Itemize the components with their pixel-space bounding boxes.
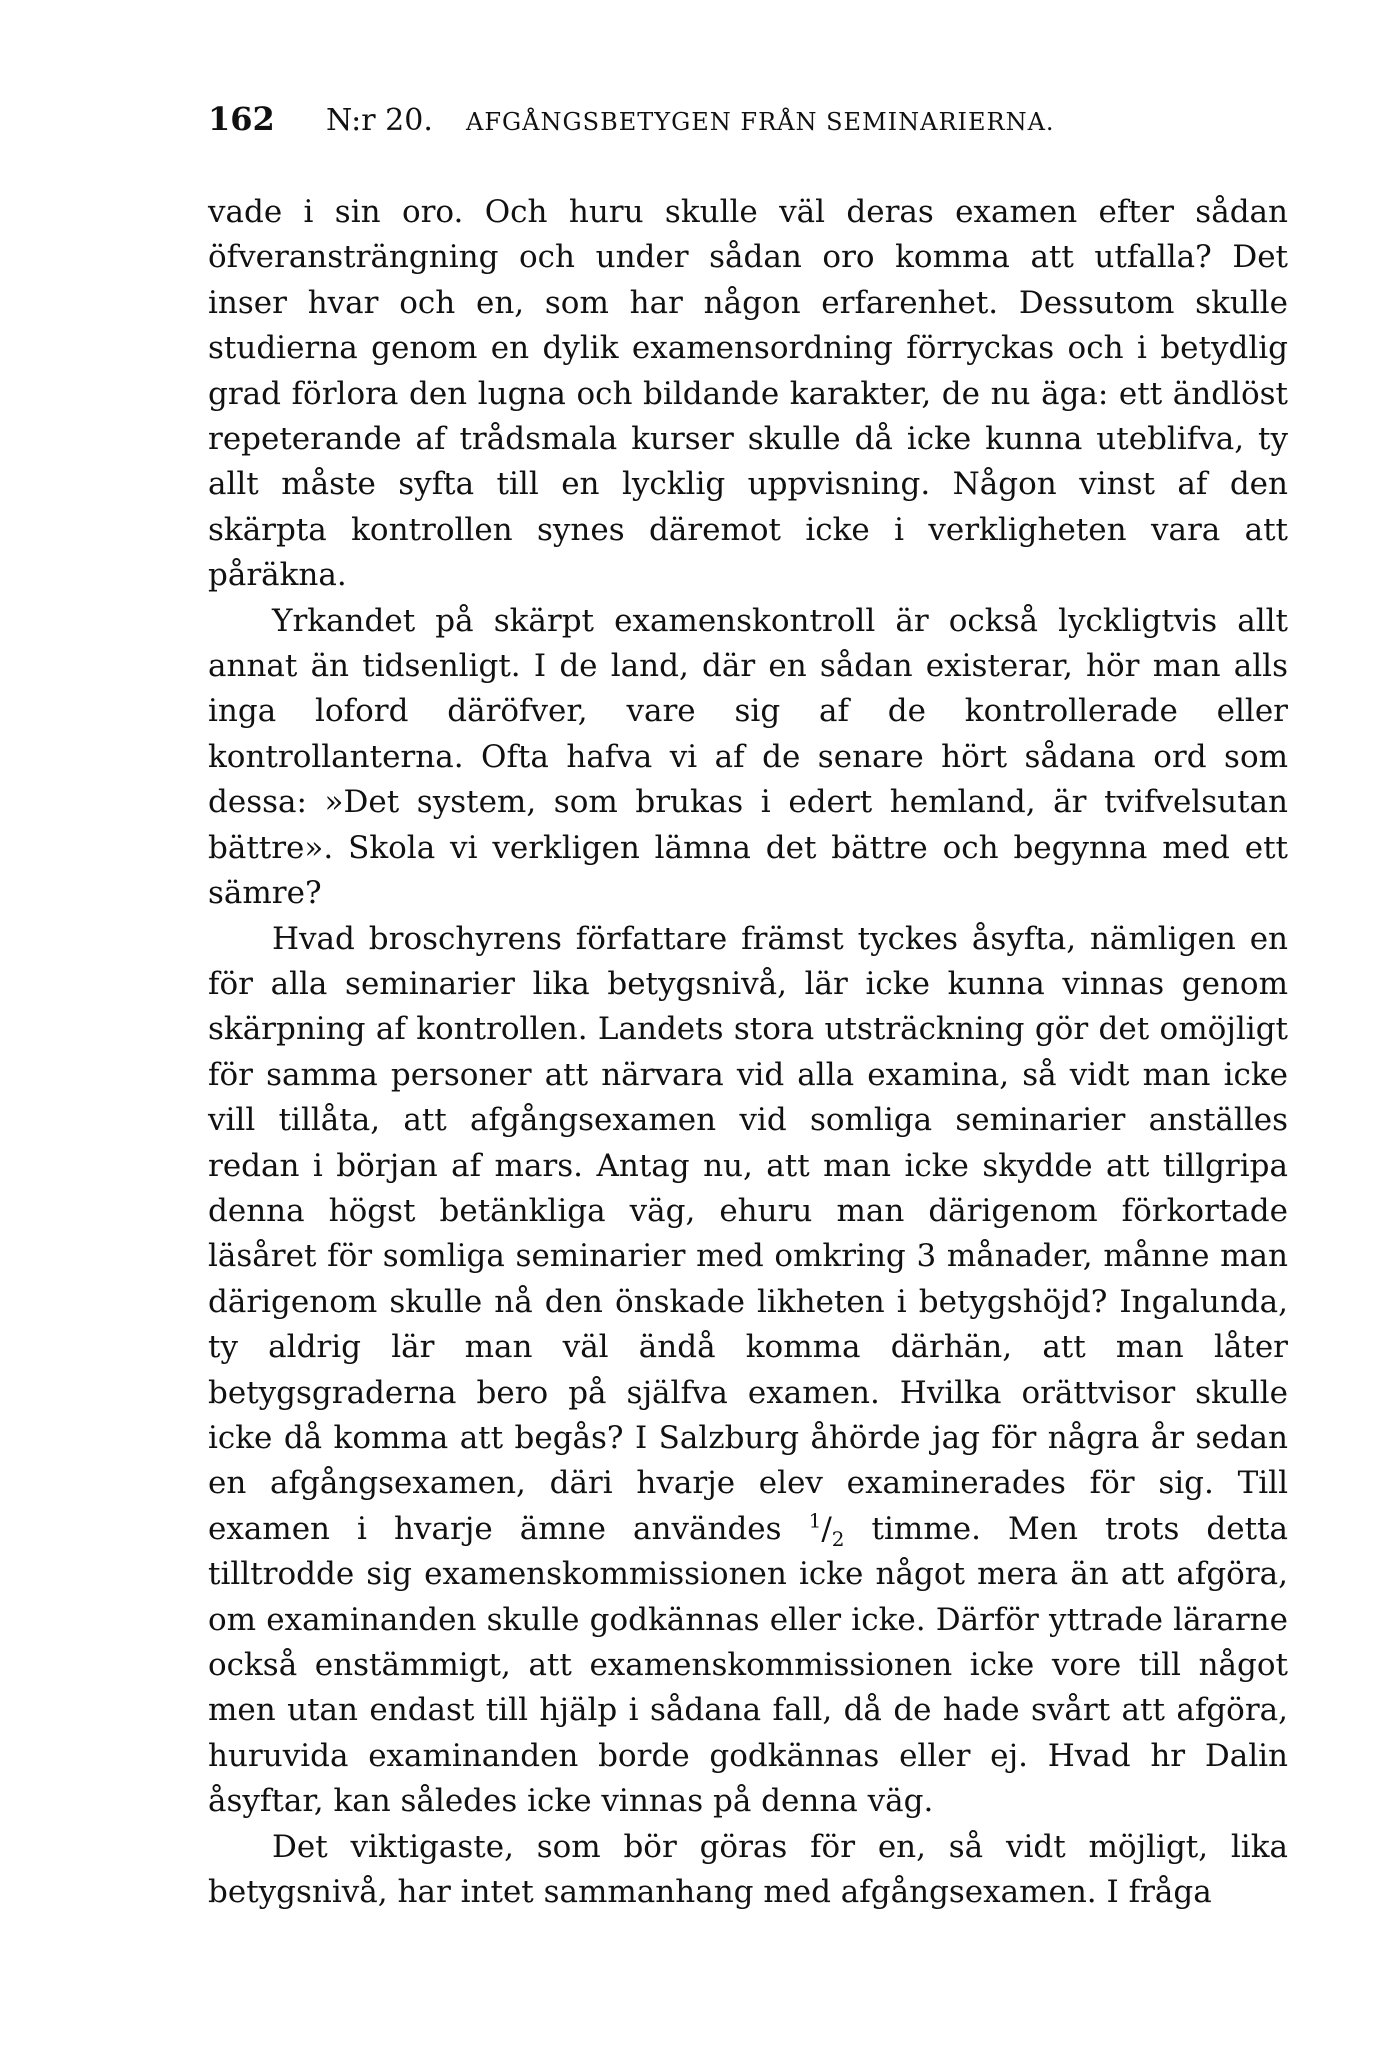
paragraph-2: Yrkandet på skärpt examenskontroll är också lyckligtvis allt annat än tidsenligt. I de land, där en sådan existerar, hör man alls inga loford däröfver, vare sig af de kontrollerade eller kontrollanterna. Ofta hafva vi af de senare hört sådana ord som dessa: »Det system, som brukas i edert hemland, är tvifvelsutan bättre». Skola vi verkligen lämna det bättre och begynna med ett sämre? [208,602,1288,912]
body-text [208,190,1288,1915]
fraction-denominator: 2 [831,1526,845,1551]
paragraph-4: Det viktigaste, som bör göras för en, så vidt möjligt, lika betygsnivå, har intet sammanhang med afgångsexamen. I fråga [208,1828,1288,1911]
page-header [208,100,1288,160]
paragraph-1: vade i sin oro. Och huru skulle väl deras examen efter sådan öfveransträngning och under sådan oro komma att utfalla? Det inser hvar och en, som har någon erfarenhet. Dessutom skulle studierna genom en dylik examensordning förryckas och i betydlig grad förlora den lugna och bildande karakter, de nu äga: ett ändlöst repeterande af trådsmala kurser skulle då icke kunna uteblifva, ty allt måste syfta till en lycklig uppvisning. Någon vinst af den skärpta kontrollen synes däremot icke i verkligheten vara att påräkna. [208,194,1288,594]
book-page [208,100,1288,1915]
issue-number: N:r 20. [326,103,433,138]
paragraph-3-part-1: Hvad broschyrens författare främst tyckes åsyfta, nämligen en för alla seminarier lika betygsnivå, lär icke kunna vinnas genom skärpning af kontrollen. Landets stora utsträckning gör det omöjligt för samma personer att närvara vid alla examina, så vidt man icke vill tillåta, att afgångsexamen vid somliga seminarier anställes redan i början af mars. Antag nu, att man icke skydde att tillgripa denna högst betänkliga väg, ehuru man därigenom förkortade läsåret för somliga seminarier med omkring 3 månader, månne man därigenom skulle nå den önskade likheten i betygshöjd? Ingalunda, ty aldrig lär man väl ändå komma därhän, att man låter betygsgraderna bero på själfva examen. Hvilka orättvisor skulle icke då komma att begås? I Salzburg åhörde jag för några år sedan en afgångsexamen, däri hvarje elev examinerades för sig. Till examen i hvarje ämne användes [208,920,1288,1547]
page-number: 162 [208,100,275,138]
paragraph-3: Hvad broschyrens författare främst tyckes åsyfta, nämligen en för alla seminarier lika betygsnivå, lär icke kunna vinnas genom skärpning af kontrollen. Landets stora utsträckning gör det omöjligt för samma personer att närvara vid alla examina, så vidt man icke vill tillåta, att afgångsexamen vid somliga seminarier anställes redan i början af mars. Antag nu, att man icke skydde att tillgripa denna högst betänkliga väg, ehuru man därigenom förkortade läsåret för somliga seminarier med omkring 3 månader, månne man därigenom skulle nå den önskade likheten i betygshöjd? Ingalunda, ty aldrig lär man väl ändå komma därhän, att man låter betygsgraderna bero på själfva examen. Hvilka orättvisor skulle icke då komma att begås? I Salzburg åhörde jag för några år sedan en afgångsexamen, däri hvarje elev examinerades för sig. Till examen i hvarje ämne användes $^1/_2$ timme. Men trots detta tilltrodde sig examenskommissionen icke något mera än att afgöra, om examinanden skulle godkännas eller icke. Därför yttrade lärarne också enstämmigt, att examenskommissionen icke vore till något men utan endast till hjälp i sådana fall, då de hade svårt att afgöra, huruvida examinanden borde godkännas eller ej. Hvad hr Dalin åsyftar, kan således icke vinnas på denna väg. [208,920,1288,1820]
fraction-numerator: 1 [808,1508,822,1533]
running-title: AFGÅNGSBETYGEN FRÅN SEMINARIERNA. [466,108,1055,136]
paragraph-3-part-2: timme. Men trots detta tilltrodde sig examenskommissionen icke något mera än att afgöra, om examinanden skulle godkännas eller icke. Därför yttrade lärarne också enstämmigt, att examenskommissionen icke vore till något men utan endast till hjälp i sådana fall, då de hade svårt att afgöra, huruvida examinanden borde godkännas eller ej. Hvad hr Dalin åsyftar, kan således icke vinnas på denna väg. [208,1510,1288,1820]
